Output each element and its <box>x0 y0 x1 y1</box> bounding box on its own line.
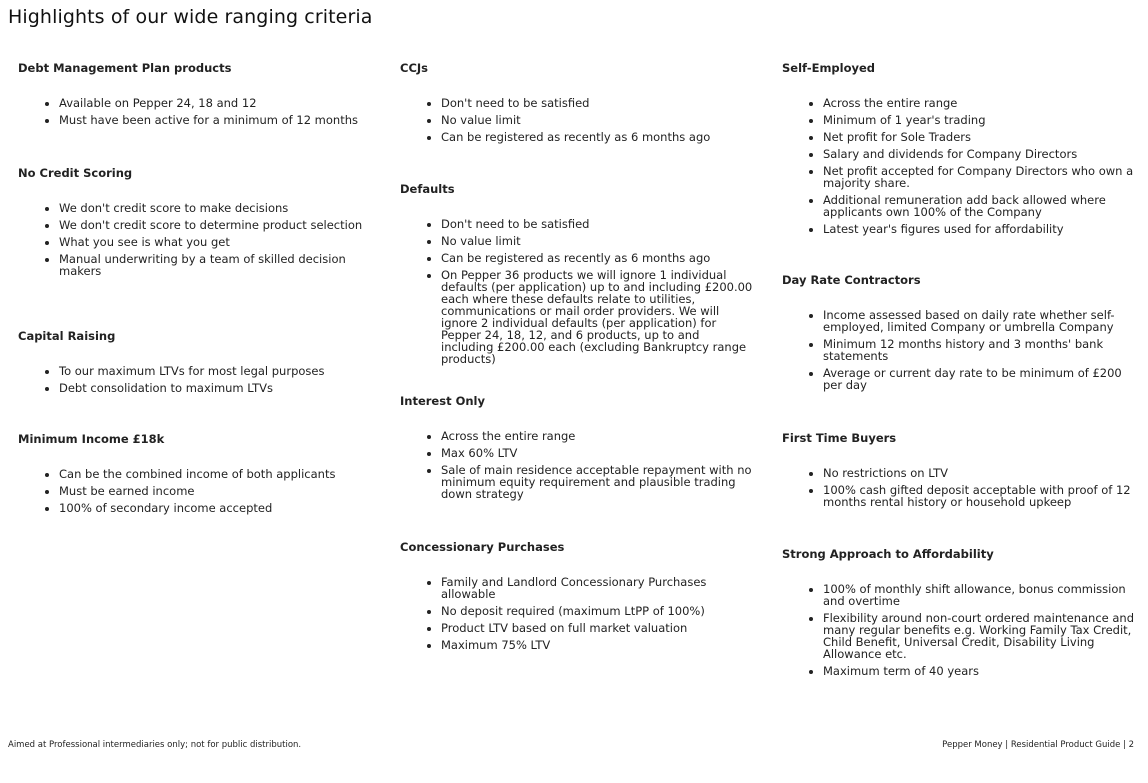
bullet-list <box>18 365 363 394</box>
list-item: • Minimum of 1 year's trading <box>823 114 1137 126</box>
bullet-list <box>400 97 755 143</box>
list-item: • Across the entire range <box>441 430 755 442</box>
list-item: • Family and Landlord Concessionary Purchases allowable <box>441 576 755 600</box>
list-item: • Don't need to be satisfied <box>441 218 755 230</box>
bullet-list <box>400 218 755 365</box>
list-item: • No restrictions on LTV <box>823 467 1137 479</box>
bullet-list <box>18 202 363 277</box>
list-item: • Can be registered as recently as 6 months ago <box>441 252 755 264</box>
list-item: • Net profit accepted for Company Directors who own a majority share. <box>823 165 1137 189</box>
list-item: • Across the entire range <box>823 97 1137 109</box>
bullet-list <box>782 583 1137 677</box>
list-item: • Don't need to be satisfied <box>441 97 755 109</box>
list-item: • No value limit <box>441 235 755 247</box>
bullet-list <box>782 97 1137 235</box>
list-item: • Must have been active for a minimum of 12 months <box>59 114 363 126</box>
criteria-section <box>782 273 1137 396</box>
list-item: • Available on Pepper 24, 18 and 12 <box>59 97 363 109</box>
list-item: • On Pepper 36 products we will ignore 1 individual defaults (per application) up to and including £200.00 each where these defaults relate to utilities, communications or mail order providers. We will ignore 2 individual defaults (per application) for Pepper 24, 18, 12, and 6 products, up to and including £200.00 each (excluding Bankruptcy range products) <box>441 269 755 365</box>
list-item: • Minimum 12 months history and 3 months' bank statements <box>823 338 1137 362</box>
list-item: • Average or current day rate to be minimum of £200 per day <box>823 367 1137 391</box>
bullet-list <box>782 467 1137 508</box>
criteria-section <box>18 166 363 282</box>
bullet-list <box>400 430 755 500</box>
section-heading: Strong Approach to Affordability <box>782 547 994 561</box>
list-item: • Must be earned income <box>59 485 363 497</box>
list-item: • We don't credit score to determine product selection <box>59 219 363 231</box>
list-item: • What you see is what you get <box>59 236 363 248</box>
list-item: • Debt consolidation to maximum LTVs <box>59 382 363 394</box>
criteria-section <box>782 61 1137 240</box>
list-item: • Sale of main residence acceptable repayment with no minimum equity requirement and plausible trading down strategy <box>441 464 755 500</box>
list-item: • Latest year's figures used for affordability <box>823 223 1137 235</box>
section-heading: Minimum Income £18k <box>18 432 165 446</box>
list-item: • No value limit <box>441 114 755 126</box>
bullet-list <box>18 97 363 126</box>
footer-disclaimer: Aimed at Professional intermediaries only; not for public distribution. <box>8 740 302 750</box>
criteria-section <box>400 61 755 148</box>
list-item: • Maximum term of 40 years <box>823 665 1137 677</box>
section-heading: Capital Raising <box>18 329 116 343</box>
list-item: • 100% of secondary income accepted <box>59 502 363 514</box>
list-item: • Can be the combined income of both applicants <box>59 468 363 480</box>
list-item: • We don't credit score to make decisions <box>59 202 363 214</box>
list-item: • No deposit required (maximum LtPP of 100%) <box>441 605 755 617</box>
section-heading: Day Rate Contractors <box>782 273 921 287</box>
list-item: • Product LTV based on full market valuation <box>441 622 755 634</box>
section-heading: CCJs <box>400 61 429 75</box>
criteria-section <box>400 540 755 656</box>
list-item: • 100% of monthly shift allowance, bonus commission and overtime <box>823 583 1137 607</box>
section-heading: Interest Only <box>400 394 485 408</box>
criteria-section <box>400 394 755 505</box>
list-item: • Income assessed based on daily rate whether self-employed, limited Company or umbrella Company <box>823 309 1137 333</box>
section-heading: Concessionary Purchases <box>400 540 565 554</box>
list-item: • Manual underwriting by a team of skilled decision makers <box>59 253 363 277</box>
section-heading: Self-Employed <box>782 61 876 75</box>
section-heading: Defaults <box>400 182 455 196</box>
criteria-section <box>18 61 363 131</box>
criteria-section <box>18 432 363 519</box>
list-item: • Flexibility around non-court ordered maintenance and many regular benefits e.g. Working Family Tax Credit, Child Benefit, Universal Credit, Disability Living Allowance etc. <box>823 612 1137 660</box>
list-item: • Max 60% LTV <box>441 447 755 459</box>
list-item: • Salary and dividends for Company Directors <box>823 148 1137 160</box>
page-title: Highlights of our wide ranging criteria <box>8 6 373 28</box>
criteria-section <box>782 547 1137 682</box>
section-heading: First Time Buyers <box>782 431 897 445</box>
bullet-list <box>18 468 363 514</box>
section-heading: Debt Management Plan products <box>18 61 232 75</box>
criteria-section <box>400 182 755 370</box>
section-heading: No Credit Scoring <box>18 166 133 180</box>
bullet-list <box>400 576 755 651</box>
bullet-list <box>782 309 1137 391</box>
criteria-section <box>782 431 1137 513</box>
list-item: • Net profit for Sole Traders <box>823 131 1137 143</box>
list-item: • To our maximum LTVs for most legal purposes <box>59 365 363 377</box>
footer-guide: Pepper Money | Residential Product Guide | 2 <box>942 740 1134 750</box>
list-item: • Additional remuneration add back allowed where applicants own 100% of the Company <box>823 194 1137 218</box>
list-item: • Can be registered as recently as 6 months ago <box>441 131 755 143</box>
list-item: • Maximum 75% LTV <box>441 639 755 651</box>
criteria-section <box>18 329 363 399</box>
list-item: • 100% cash gifted deposit acceptable with proof of 12 months rental history or household upkeep <box>823 484 1137 508</box>
